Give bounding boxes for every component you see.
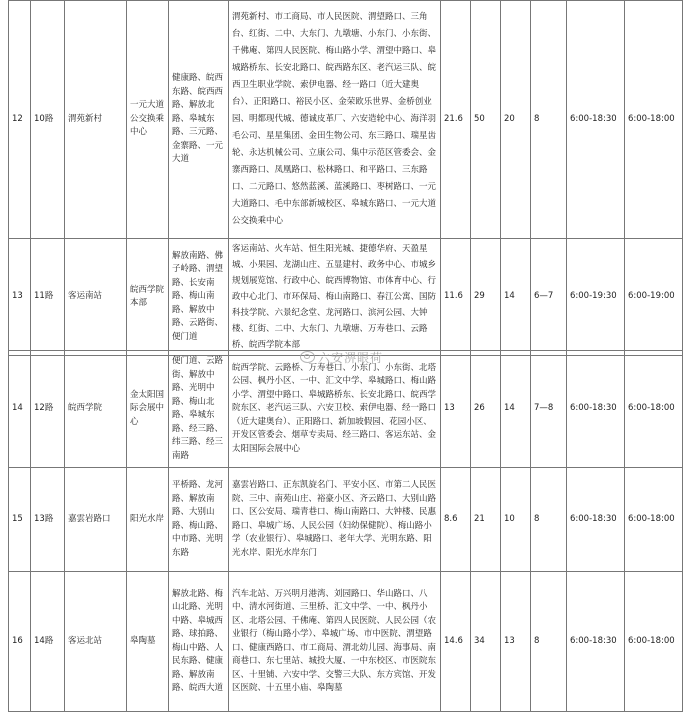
- start-station: 客运南站: [65, 239, 127, 356]
- interval: 8: [531, 1, 567, 239]
- route-name: 10路: [31, 1, 65, 239]
- summer-hours: 6:00-18:30: [567, 572, 625, 712]
- vehicle-count: 14: [501, 239, 531, 356]
- route-roads: 解放北路、梅山北路、光明中路、皋城西路、球拍路、梅山中路、人民东路、健康路、解放南路、皖西大道: [169, 572, 229, 712]
- row-number: 15: [9, 468, 31, 572]
- winter-hours: 6:00-18:00: [625, 1, 683, 239]
- row-number: 16: [9, 572, 31, 712]
- route-length: 13: [441, 351, 471, 468]
- table-sheet-top: [8, 0, 682, 356]
- interval: 8: [531, 572, 567, 712]
- winter-hours: 6:00-18:00: [625, 351, 683, 468]
- row-number: 12: [9, 1, 31, 239]
- watermark-text: 六安淠眼荷: [318, 351, 384, 365]
- route-table-bottom: [8, 350, 683, 712]
- stop-count: 34: [471, 572, 501, 712]
- stop-count: 26: [471, 351, 501, 468]
- start-station: 渭苑新村: [65, 1, 127, 239]
- end-station: 阳光水岸: [127, 468, 169, 572]
- route-roads: 健康路、皖西东路、皖西西路、解放北路、皋城东路、三元路、金寨路、一元大道: [169, 1, 229, 239]
- summer-hours: 6:00-18:30: [567, 351, 625, 468]
- table-row: [9, 572, 683, 712]
- table-row: [9, 1, 683, 239]
- route-name: 11路: [31, 239, 65, 356]
- interval: 6—7: [531, 239, 567, 356]
- summer-hours: 6:00-19:30: [567, 239, 625, 356]
- summer-hours: 6:00-18:30: [567, 1, 625, 239]
- row-number: 14: [9, 351, 31, 468]
- end-station: 皖西学院本部: [127, 239, 169, 356]
- vehicle-count: 14: [501, 351, 531, 468]
- winter-hours: 6:00-19:00: [625, 239, 683, 356]
- route-stops: 汽车北站、万兴明月港湾、刘园路口、华山路口、八中、清水河街道、三里桥、汇文中学、一中、枫丹小区、北塔公园、千佛庵、第四人民医院、人民公园（农业银行（梅山路小学）、皋城广场、市中医院、渭望路口、健康西路口、市工商局、渭北幼儿园、海事局、南商巷口、东七里站、城投大厦、一中东校区、市医院东区、十里铺、六安中学、交警三大队、东方宾馆、开发区医院、十五里小庙、皋陶墓: [229, 572, 441, 712]
- route-length: 21.6: [441, 1, 471, 239]
- end-station: 一元大道公交换乘中心: [127, 1, 169, 239]
- winter-hours: 6:00-18:00: [625, 572, 683, 712]
- table-row: [9, 351, 683, 468]
- route-table-top: [8, 0, 683, 356]
- vehicle-count: 20: [501, 1, 531, 239]
- table-sheet-bottom: [8, 350, 682, 712]
- stop-count: 50: [471, 1, 501, 239]
- route-length: 14.6: [441, 572, 471, 712]
- route-roads: 解放南路、佛子岭路、渭望路、长安南路、梅山南路、解放中路、云路街、便门道: [169, 239, 229, 356]
- route-name: 14路: [31, 572, 65, 712]
- interval: 7—8: [531, 351, 567, 468]
- route-name: 12路: [31, 351, 65, 468]
- interval: 8: [531, 468, 567, 572]
- vehicle-count: 13: [501, 572, 531, 712]
- route-stops: 嘉雲岩路口、正东凯旋名门、平安小区、市第二人民医院、三中、南苑山庄、裕豪小区、齐云路口、大别山路口、区公安局、瑞青巷口、梅山南路口、大钟楼、民惠路口、皋城广场、人民公园（妇幼保健院）、梅山路小学（农业银行）、皋城路口、老年大学、光明东路、阳光水岸、阳光水岸东门: [229, 468, 441, 572]
- vehicle-count: 10: [501, 468, 531, 572]
- winter-hours: 6:00-18:00: [625, 468, 683, 572]
- stop-count: 21: [471, 468, 501, 572]
- route-length: 11.6: [441, 239, 471, 356]
- route-roads: 平桥路、龙河路、解放南路、大别山路、梅山路、中市路、光明东路: [169, 468, 229, 572]
- table-row: [9, 468, 683, 572]
- table-row: [9, 239, 683, 356]
- start-station: 嘉雲岩路口: [65, 468, 127, 572]
- start-station: 皖西学院: [65, 351, 127, 468]
- route-stops: 渭苑新村、市工商局、市人民医院、渭望路口、三角台、红街、二中、大东门、九墩塘、小东门、小东街、千佛庵、第四人民医院、梅山路小学、渭望中路口、皋城路桥东、长安北路口、皖西路东区、老汽运三队、皖西卫生职业学院、索伊电器、经一路口（近大建奥台）、正阳路口、裕民小区、金荣欧乐世界、金桥创业园、明都现代城、德诚皮革厂、六安造轮中心、海洋羽毛公司、星星集团、金田生物公司、东三路口、瑞星齿轮、永达机械公司、立康公司、集中示范区管委会、金寨西路口、凤凰路口、松林路口、和平路口、三东路口、二元路口、悠然蓝溪、蓝溪路口、枣树路口、一元大道路口、毛中东部新城校区、皋城东路口、一元大道公交换乘中心: [229, 1, 441, 239]
- route-stops: 客运南站、火车站、恒生阳光城、捷德华府、天盈星城、小果园、龙湖山庄、五显建村、政务中心、市城乡规划展览馆、行政中心、皖西博物馆、市体育中心、行政中心北门、市环保局、梅山南路口、春江公寓、国防科技学院、六景纪念堂、龙河路口、滨河公园、大钟楼、红街、二中、大东门、九墩塘、万寿巷口、云路桥、皖西学院本部: [229, 239, 441, 356]
- stop-count: 29: [471, 239, 501, 356]
- end-station: 金太阳国际会展中心: [127, 351, 169, 468]
- route-name: 13路: [31, 468, 65, 572]
- end-station: 皋陶墓: [127, 572, 169, 712]
- summer-hours: 6:00-18:30: [567, 468, 625, 572]
- route-stops: 皖西学院、云路桥、万寿巷口、小东门、小东街、北塔公园、枫丹小区、一中、汇文中学、皋城路口、梅山路小学、渭望中路口、皋城路桥东、长安北路口、皖西学院东区、老汽运三队、六安卫校、索伊电器、经一路口（近大建奥台）、正阳路口、新加坡假园、花园小区、开发区管委会、烟草专卖局、经三路口、客运东站、金太阳国际会展中心: [229, 351, 441, 468]
- route-length: 8.6: [441, 468, 471, 572]
- row-number: 13: [9, 239, 31, 356]
- start-station: 客运北站: [65, 572, 127, 712]
- route-roads: 便门道、云路街、解放中路、光明中路、梅山北路、皋城东路、经三路、纬三路、经三南路: [169, 351, 229, 468]
